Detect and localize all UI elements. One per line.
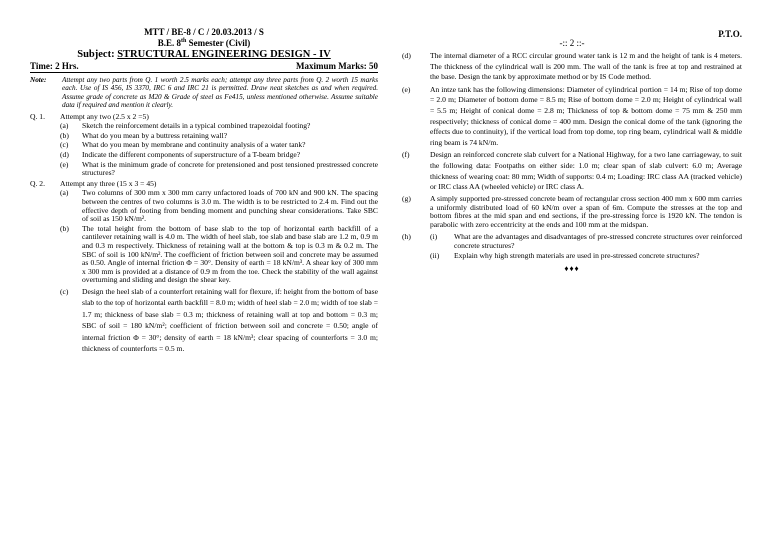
q2-header (30, 180, 378, 189)
subject-name: STRUCTURAL ENGINEERING DESIGN - IV (117, 49, 331, 60)
semester-line: B.E. 8th Semester (Civil) (157, 38, 251, 48)
time-marks-row (30, 61, 378, 73)
q1-part-c: (c) What do you mean by membrane and continuity analysis of a water tank? (60, 140, 306, 150)
left-column (30, 0, 378, 354)
maximum-marks: Maximum Marks: 50 (296, 61, 378, 71)
note-text: Attempt any two parts from Q. 1 worth 2.5 marks each; attempt any three parts from Q. 2 worth 15 marks each. Use of IS 456, IS 3370, IRC 6 and IRC 21 is permitted. Draw neat sketches as and when required. Assume grade of concrete as M20 & Grade of steel as Fe415, unless mentioned otherwise. Assume suitable data if required and mention it clearly. (62, 76, 378, 110)
exam-code: MTT / BE-8 / C / 20.03.2013 / S (144, 27, 264, 37)
q1-part-a: (a) Sketch the reinforcement details in a typical combined trapezoidal footing? (60, 121, 311, 131)
q2-part-c: (c) Design the heel slab of a counterfort retaining wall for flexure, if: height from the bottom of base slab to the top of horizontal earth backfill = 8.0 m; width of heel slab = 2.0 m; width of toe slab = 1.7 m; thickness of base slab = 0.3 m; thickness of retaining wall at top and bottom = 0.3 m; SBC of soil = 180 kN/m²; coefficient of friction between soil and concrete = 0.50; angle of internal friction Φ = 30°; density of earth = 18 kN/m³; clear spacing of counterforts = 3.0 m; thickness of counterforts = 0.5 m. (60, 286, 378, 353)
q2-part-e: (e) An intze tank has the following dimensions: Diameter of cylindrical portion = 14 m; Rise of top dome = 2.0 m; Diameter of bottom dome = 8.5 m; Rise of bottom dome = 2.0 m; Height of cylindrical wall = 5.5 m; Height of conical dome = 2.8 m; Thickness of top & bottom dome = 75 mm & 250 mm respectively; thickness of conical dome = 400 mm. Design the conical dome of the tank (ignoring the effects due to continuity), if the vertical load from top dome, top ring beam, cylindrical wall & middle ring beam is 74 kN/m. (402, 84, 742, 147)
q2-part-b: (b) The total height from the bottom of base slab to the top of horizontal earth backfill of a cantilever retaining wall is 4.0 m. The width of heel slab, toe slab and base slab are 1.2 m, 0.9 m and 0.3 m respectively. Thickness of retaining wall at the bottom & top is 0.3 m & 0.2 m. The SBC of soil is 100 kN/m². The coefficient of friction between soil and concrete may be assumed as 0.50. Angle of internal friction Φ = 30°. Density of earth = 18 kN/m³. A shear key of 300 mm x 300 mm is provided at a distance of 0.9 m from the toe. Check the stability of the wall against overturning and sliding and design the shear key. (60, 223, 378, 285)
time-allowed: Time: 2 Hrs. (30, 61, 79, 71)
q2-part-h-ii: (ii) Explain why high strength materials are used in pre-stressed concrete structures? (430, 251, 700, 261)
q1-header (30, 113, 378, 122)
q1-number: Q. 1. (30, 111, 45, 121)
right-column (402, 0, 742, 273)
page-number: -:: 2 ::- (559, 38, 585, 48)
q2-part-a: (a) Two columns of 300 mm x 300 mm carry unfactored loads of 700 kN and 900 kN. The spacing between the centres of two columns is 3.0 m. The width is to be restricted to 2.4 m. Find out the effective depth of footing from bending moment and punching shear considerations. Take SBC of soil as 150 kN/m². (60, 188, 378, 224)
note-block (30, 76, 378, 110)
q2-part-g: (g) A simply supported pre-stressed concrete beam of rectangular cross section 400 mm x 600 mm carries a uniformly distributed load of 60 kN/m over a span of 6m. Compute the stresses at the top and bottom fibres at the mid span and end sections, if the pre-stressing force is 1920 kN. The tendon is parabolic with zero eccentricity at the ends and 100 mm at the midspan. (402, 193, 742, 230)
q1-part-d: (d) Indicate the different components of superstructure of a T-beam bridge? (60, 150, 301, 159)
q2-part-f: (f) Design an reinforced concrete slab culvert for a National Highway, for a two lane carriageway, to suit the following data: Footpaths on either side: 1.0 m; clear span of slab culvert: 6.0 m; Average thickness of wearing coat: 80 mm; Width of supports: 0.4 m; Loading: IRC class AA (tracked vehicle) or IRC class AA (wheeled vehicle) or IRC class A. (402, 150, 742, 192)
q1-part-e: (e) What is the minimum grade of concrete for pretensioned and post tensioned prestressed concrete structures? (60, 159, 378, 178)
q2-number: Q. 2. (30, 178, 45, 188)
note-label: Note: (30, 76, 47, 84)
q1-instruction: Attempt any two (2.5 x 2 =5) (60, 111, 149, 121)
q2-part-d: (d) The internal diameter of a RCC circular ground water tank is 12 m and the height of tank is 4 meters. The thickness of the cylindrical wall is 200 mm. The wall of the tank is free at top and restrained at the base. Design the tank by approximate method or by IS Code method. (402, 51, 742, 82)
q2-part-h-i: (h) (i) What are the advantages and disadvantages of pre-stressed concrete structures over reinforced concrete structures? (402, 231, 742, 250)
pto-label: P.T.O. (718, 29, 742, 39)
end-mark: ♦♦♦ (564, 263, 580, 273)
q2-instruction: Attempt any three (15 x 3 = 45) (60, 178, 157, 188)
q1-part-b: (b) What do you mean by a buttress retaining wall? (60, 130, 228, 140)
q2-part-h-label: (h) (402, 231, 411, 241)
subject-line: Subject: STRUCTURAL ENGINEERING DESIGN - IV (77, 49, 331, 60)
